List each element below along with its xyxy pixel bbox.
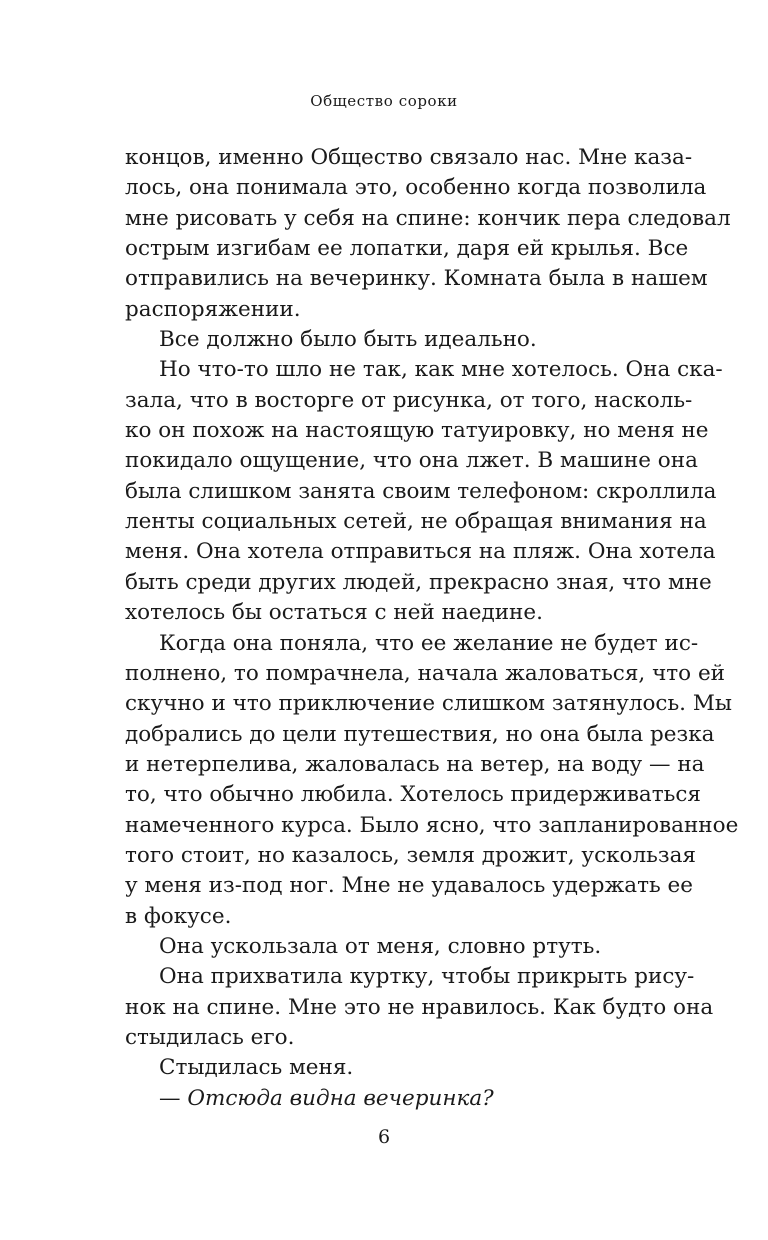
text-line: острым изгибам ее лопатки, даря ей крылья. Все <box>125 236 689 262</box>
text-line: полнено, то помрачнела, начала жаловаться, что ей <box>125 660 726 686</box>
text-line: быть среди других людей, прекрасно зная, что мне <box>125 569 712 595</box>
text-line: того стоит, но казалось, земля дрожит, ускользая <box>125 842 696 868</box>
dialogue-text: Отсюда видна вечеринка? <box>187 1085 494 1111</box>
text-line: в фокусе. <box>125 903 232 929</box>
text-line: у меня из-под ног. Мне не удавалось удержать ее <box>125 873 693 899</box>
text-line: Она ускользала от меня, словно ртуть. <box>159 933 602 959</box>
text-line: Но что-то шло не так, как мне хотелось. Она ска- <box>159 357 723 383</box>
text-line: намеченного курса. Было ясно, что запланированное <box>125 812 739 838</box>
text-line: мне рисовать у себя на спине: кончик пера следовал <box>125 205 731 231</box>
text-line: меня. Она хотела отправиться на пляж. Она хотела <box>125 539 716 565</box>
text-line: ленты социальных сетей, не обращая внимания на <box>125 509 707 535</box>
text-line: добрались до цели путешествия, но она была резка <box>125 721 715 747</box>
text-line: стыдилась его. <box>125 1024 295 1050</box>
text-line: лось, она понимала это, особенно когда позволила <box>125 175 707 201</box>
text-line: Все должно было быть идеально. <box>159 327 537 353</box>
text-line: Когда она поняла, что ее желание не будет ис- <box>159 630 699 656</box>
text-line: скучно и что приключение слишком затянулось. Мы <box>125 691 732 717</box>
text-line: зала, что в восторге от рисунка, от того, насколь- <box>125 387 693 413</box>
text-line: была слишком занята своим телефоном: скроллила <box>125 478 717 504</box>
dialogue-dash: — <box>159 1085 181 1111</box>
text-line: отправились на вечеринку. Комната была в нашем <box>125 266 708 292</box>
text-line: покидало ощущение, что она лжет. В машине она <box>125 448 698 474</box>
dialogue-line <box>125 1084 680 1114</box>
text-line: распоряжении. <box>125 296 301 322</box>
text-line: нок на спине. Мне это не нравилось. Как будто она <box>125 994 714 1020</box>
text-line: ко он похож на настоящую татуировку, но меня не <box>125 418 709 444</box>
page-number: 6 <box>377 1126 391 1148</box>
text-line: то, что обычно любила. Хотелось придерживаться <box>125 782 701 808</box>
text-line: и нетерпелива, жаловалась на ветер, на воду — на <box>125 751 705 777</box>
text-line: Она прихватила куртку, чтобы прикрыть рису- <box>159 964 695 990</box>
running-head: Общество сороки <box>310 92 458 110</box>
body-text <box>125 143 739 1114</box>
text-line: Стыдилась меня. <box>159 1055 354 1081</box>
text-line: концов, именно Общество связало нас. Мне каза- <box>125 145 693 170</box>
text-line: хотелось бы остаться с ней наедине. <box>125 600 543 626</box>
